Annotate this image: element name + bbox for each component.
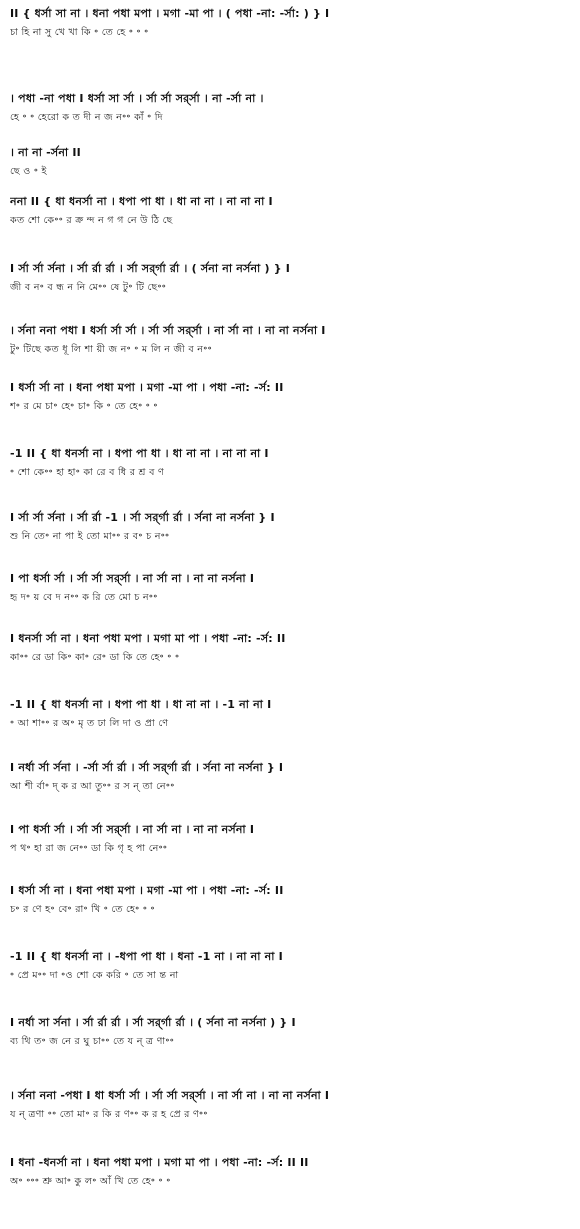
lyric-line: কত শো কে॰॰ র ক্র ন্দ ন গ গ নে উ ঠি ছে <box>10 215 173 226</box>
swara-line: I র্সা র্সা র্সনা । র্সা র্রা -1 । র্সা সর্র্গা র্রা । র্সনা না নর্সনা } I <box>10 511 275 524</box>
lyric-line: শু নি তে॰ না পা ই তো মা॰॰ র ব॰ চ ন॰॰ <box>10 531 170 542</box>
lyric-line: চ॰ র ণে হ॰ বে॰ রা॰ খি ॰ তে হে॰ ॰ ॰ <box>10 904 155 915</box>
swara-line: ননা II { ধা ধনর্সা না । ধপা পা ধা । ধা না না । না না না I <box>10 195 273 208</box>
swara-line: । র্সনা ননা -পধা I ধা ধর্সা র্সা । র্সা র্সা সর্র্সা । না র্সা না । না না নর্সনা I <box>10 1089 330 1102</box>
notation-stave <box>10 510 572 556</box>
lyric-line: চা হি না সু খে খা কি ॰ তে হে ॰ ॰ ॰ <box>10 27 149 38</box>
swara-line: । পধা -না পধা I ধর্সা সা র্সা । র্সা র্সা সর্র্সা । না -র্সা না । <box>10 92 264 105</box>
swara-line: -1 II { ধা ধনর্সা না । -ধপা পা ধা । ধনা -1 না । না না না I <box>10 950 283 963</box>
notation-stave <box>10 380 572 426</box>
notation-stave <box>10 446 572 492</box>
lyric-line: ॰ আ শা॰॰ র অ॰ মৃ ত ঢা লি দা ও প্রা ণে <box>10 718 169 729</box>
lyric-line: হৃ দ॰ য় বে দ ন॰॰ ক রি তে মো চ ন॰॰ <box>10 592 158 603</box>
lyric-line: টু॰ টিছে কত ধূ লি শা য়ী জ ন॰ ॰ ম লি ন জী ব ন॰॰ <box>10 344 212 355</box>
lyric-line: ॰ প্রে ম॰॰ দা ॰ও শো কে করি ॰ তে সা ন্ত না <box>10 970 179 981</box>
notation-stave <box>10 949 572 995</box>
swara-line: II { ধর্সা সা না । ধনা পধা মপা । মগা -মা পা । ( পধা -না: -র্সা: ) } I <box>10 7 330 20</box>
lyric-line: হে ॰ ॰ হেরো ক ত দী ন জ ন॰॰ কাঁ ॰ দি <box>10 112 163 123</box>
notation-stave <box>10 571 572 617</box>
swara-line: -1 II { ধা ধনর্সা না । ধপা পা ধা । ধা না না । -1 না না I <box>10 698 272 711</box>
notation-stave <box>10 760 572 806</box>
swara-line: I ধর্সা র্সা না । ধনা পধা মপা । মগা -মা পা । পধা -না: -র্স: II <box>10 381 284 394</box>
notation-stave <box>10 194 572 240</box>
lyric-line: অ॰ ॰॰॰ শ্রু আ॰ কু ল॰ আঁ খি তে হে॰ ॰ ॰ <box>10 1176 171 1187</box>
swara-line: I নর্ধা সা র্সনা । র্সা র্রা র্রা । র্সা সর্র্গা র্রা । ( র্সনা না নর্সনা ) } I <box>10 1016 296 1029</box>
swara-line: I পা ধর্সা র্সা । র্সা র্সা সর্র্সা । না র্সা না । না না নর্সনা I <box>10 823 255 836</box>
lyric-line: য ন্ ত্রণা ॰॰ তো মা॰ র কি র ণ॰॰ ক র হ প্রে র ণ॰॰ <box>10 1109 208 1120</box>
lyric-line: শ॰ র মে চা॰ হে॰ চা॰ কি ॰ তে হে॰ ॰ ॰ <box>10 401 158 412</box>
notation-stave <box>10 323 572 369</box>
swara-line: I র্সা র্সা র্সনা । র্সা র্রা র্রা । র্সা সর্র্গা র্রা । ( র্সনা না নর্সনা ) } I <box>10 262 291 275</box>
swara-line: I ধর্সা র্সা না । ধনা পধা মপা । মগা -মা পা । পধা -না: -র্স: II <box>10 884 284 897</box>
swara-line: I পা ধর্সা র্সা । র্সা র্সা সর্র্সা । না র্সা না । না না নর্সনা I <box>10 572 255 585</box>
notation-stave <box>10 1155 572 1201</box>
swara-line: । র্সনা ননা পধা I ধর্সা র্সা র্সা । র্সা র্সা সর্র্সা । না র্সা না । না না নর্সনা I <box>10 324 326 337</box>
notation-stave <box>10 145 572 191</box>
notation-stave <box>10 91 572 137</box>
notation-stave <box>10 631 572 677</box>
notation-stave <box>10 883 572 929</box>
lyric-line: কা॰॰ রে ডা কি॰ কা॰ রে॰ ডা কি তে হে॰ ॰ ॰ <box>10 652 180 663</box>
notation-stave <box>10 1088 572 1134</box>
notation-stave <box>10 697 572 743</box>
lyric-line: আ শী র্বা॰ দ্ ক র আ তু॰॰ র স ন্ তা নে॰॰ <box>10 781 175 792</box>
swara-line: I ধনর্সা র্সা না । ধনা পধা মপা । মগা মা পা । পধা -না: -র্স: II <box>10 632 286 645</box>
notation-stave <box>10 6 572 52</box>
notation-stave <box>10 1015 572 1061</box>
notation-stave <box>10 261 572 307</box>
swara-line: -1 II { ধা ধনর্সা না । ধপা পা ধা । ধা না না । না না না I <box>10 447 269 460</box>
lyric-line: ॰ শো কে॰॰ হা হা॰ কা রে ব ধি র শ্র ব ণ <box>10 467 165 478</box>
swara-line: I নর্ধা র্সা র্সনা । -র্সা র্সা র্রা । র্সা সর্র্গা র্রা । র্সনা না নর্সনা } I <box>10 761 284 774</box>
notation-stave <box>10 822 572 868</box>
lyric-line: জী ব ন॰ ব ন্ধ ন নি মে॰॰ ষে টু॰ টি ছে॰॰ <box>10 282 167 293</box>
swara-line: । না না -র্সনা II <box>10 146 81 159</box>
lyric-line: ব্য থি ত॰ জ নে র ঘু চা॰॰ তে য ন্ ত্র ণা॰॰ <box>10 1036 175 1047</box>
lyric-line: প থ॰ হা রা জ নে॰॰ ডা কি গৃ হ পা নে॰॰ <box>10 843 168 854</box>
lyric-line: ছে ও ॰ ই <box>10 166 47 177</box>
swara-line: I ধনা -ধনর্সা না । ধনা পধা মপা । মগা মা পা । পধা -না: -র্স: II II <box>10 1156 309 1169</box>
